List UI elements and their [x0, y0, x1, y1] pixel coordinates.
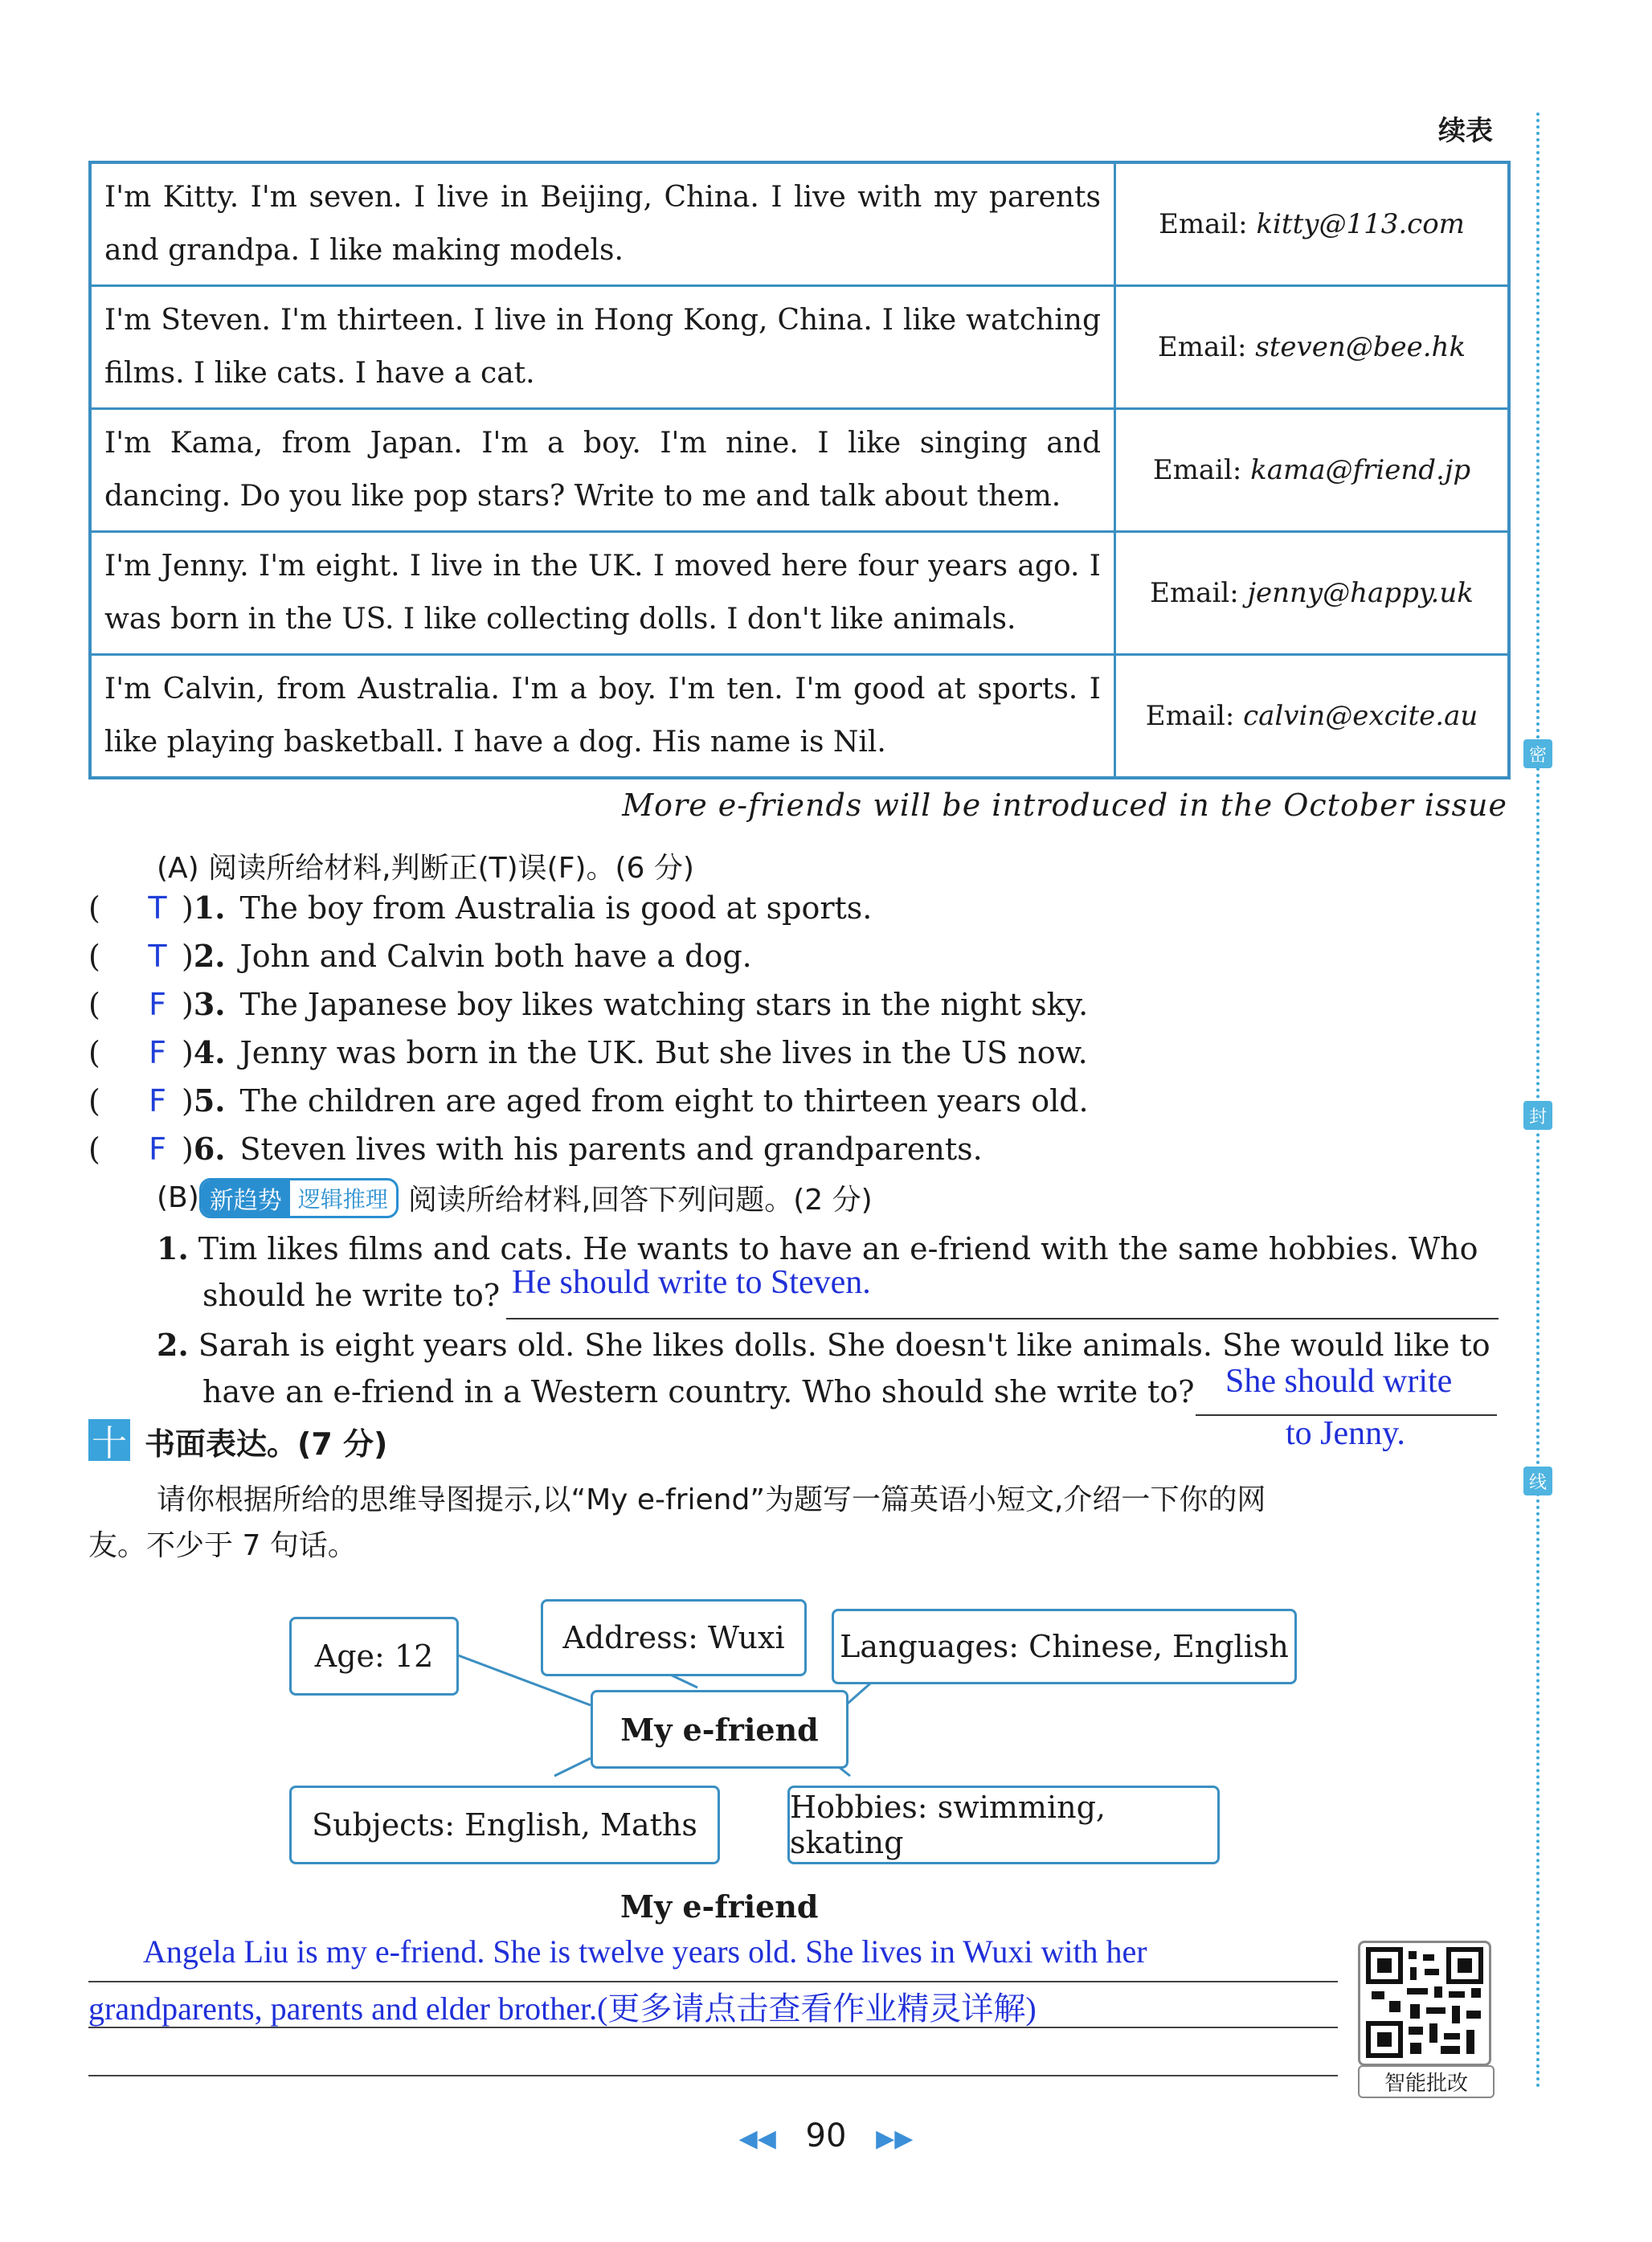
- mindmap-languages: Languages: Chinese, English: [832, 1609, 1297, 1684]
- question-b1-line2: should he write to?: [202, 1278, 501, 1313]
- page-number-bar: [0, 2117, 1652, 2154]
- efriend-description: I'm Jenny. I'm eight. I live in the UK. I moved here four years ago. I was born in the US. I like collecting dolls. I don't like animals.: [90, 532, 1115, 655]
- tf-question: ( F ) 6. Steven lives with his parents and grandparents.: [88, 1131, 983, 1167]
- binding-tag-feng: 封: [1523, 1101, 1552, 1130]
- efriend-description: I'm Calvin, from Australia. I'm a boy. I'm ten. I'm good at sports. I like playing basketball. I have a dog. His name is Nil.: [90, 655, 1115, 779]
- efriend-description: I'm Kitty. I'm seven. I live in Beijing, China. I live with my parents and grandpa. I like making models.: [90, 162, 1115, 286]
- email-label: Email:: [1152, 454, 1242, 486]
- tf-statement: The Japanese boy likes watching stars in the night sky.: [239, 986, 1089, 1022]
- answer-b2-part1[interactable]: She should write: [1225, 1363, 1453, 1400]
- efriend-description: I'm Steven. I'm thirteen. I live in Hong Kong, China. I like watching films. I like cats. I have a cat.: [90, 286, 1115, 409]
- tf-statement: The children are aged from eight to thirteen years old.: [239, 1082, 1089, 1119]
- tf-statement: John and Calvin both have a dog.: [239, 938, 752, 974]
- writing-instruction-1: 请你根据所给的思维导图提示,以“My e-friend”为题写一篇英语小短文,介绍一下你的网: [157, 1483, 1266, 1516]
- answer-b1[interactable]: He should write to Steven.: [512, 1264, 871, 1301]
- table-caption: More e-friends will be introduced in the October issue: [622, 788, 1507, 823]
- tf-question: ( T ) 1. The boy from Australia is good at sports.: [88, 890, 873, 926]
- tf-answer[interactable]: F: [149, 1082, 166, 1119]
- email-address: calvin@excite.au: [1243, 700, 1478, 732]
- essay-line-1[interactable]: Angela Liu is my e-friend. She is twelve years old. She lives in Wuxi with her: [143, 1933, 1147, 1970]
- essay-line-2[interactable]: grandparents, parents and elder brother.(更多请点击查看作业精灵详解): [88, 1990, 1037, 2027]
- tf-question: ( F ) 4. Jenny was born in the UK. But she lives in the US now.: [88, 1034, 1088, 1070]
- efriend-description: I'm Kama, from Japan. I'm a boy. I'm nine. I like singing and dancing. Do you like pop stars? Write to me and talk about them.: [90, 409, 1115, 532]
- tf-statement: The boy from Australia is good at sports.: [239, 890, 873, 926]
- tf-question: ( T ) 2. John and Calvin both have a dog.: [88, 938, 752, 974]
- writing-instruction-2: 友。不少于 7 句话。: [88, 1529, 357, 1562]
- email-address: kitty@113.com: [1256, 208, 1465, 240]
- page-number: 90: [805, 2117, 847, 2154]
- tf-statement: Steven lives with his parents and grandparents.: [239, 1131, 983, 1167]
- email-label: Email:: [1145, 700, 1235, 732]
- section-ten-icon: 十: [88, 1419, 130, 1461]
- tf-question: ( F ) 3. The Japanese boy likes watching stars in the night sky.: [88, 986, 1089, 1022]
- writing-line: [88, 2027, 1338, 2028]
- mindmap-center: My e-friend: [591, 1690, 848, 1769]
- part-a-title: (A) 阅读所给材料,判断正(T)误(F)。(6 分): [157, 852, 694, 885]
- email-label: Email:: [1159, 208, 1248, 240]
- tf-answer[interactable]: F: [149, 1131, 166, 1167]
- email-address: kama@friend.jp: [1250, 454, 1471, 486]
- tf-answer[interactable]: T: [148, 938, 167, 974]
- connector-subjects: [554, 1758, 591, 1776]
- writing-line: [88, 2075, 1338, 2076]
- qr-code-label: 智能批改: [1358, 2065, 1495, 2098]
- qr-code-icon[interactable]: [1358, 1941, 1491, 2066]
- continued-label: 续表: [1438, 115, 1493, 147]
- prev-page-icon[interactable]: ◀◀: [738, 2125, 776, 2153]
- next-page-icon[interactable]: ▶▶: [876, 2125, 914, 2153]
- answer-b2-part2[interactable]: to Jenny.: [1286, 1415, 1405, 1452]
- part-b-title: 阅读所给材料,回答下列问题。(2 分): [407, 1184, 873, 1217]
- essay-title: My e-friend: [620, 1888, 819, 1925]
- mindmap-age: Age: 12: [289, 1617, 459, 1696]
- question-b1: 1. Tim likes films and cats. He wants to have an e-friend with the same hobbies. Who: [157, 1230, 1478, 1266]
- tf-question: ( F ) 5. The children are aged from eight to thirteen years old.: [88, 1082, 1089, 1119]
- email-address: steven@bee.hk: [1255, 331, 1466, 363]
- email-address: jenny@happy.uk: [1247, 577, 1474, 609]
- writing-line: [88, 1981, 1338, 1982]
- writing-title: 书面表达。(7 分): [145, 1426, 388, 1462]
- tf-answer[interactable]: F: [149, 1034, 166, 1070]
- tf-answer[interactable]: T: [148, 890, 167, 926]
- binding-tag-mi: 密: [1523, 739, 1552, 768]
- question-b2: 2. Sarah is eight years old. She likes dolls. She doesn't like animals. She would like to: [157, 1327, 1490, 1363]
- binding-tag-xian: 线: [1523, 1467, 1552, 1495]
- mindmap-address: Address: Wuxi: [541, 1599, 807, 1676]
- email-label: Email:: [1150, 577, 1239, 609]
- mindmap-subjects: Subjects: English, Maths: [289, 1786, 720, 1864]
- part-b-label: (B): [157, 1181, 199, 1214]
- email-label: Email:: [1157, 331, 1247, 363]
- mindmap-hobbies: Hobbies: swimming, skating: [787, 1786, 1220, 1864]
- question-b2-line2: have an e-friend in a Western country. Who should she write to?: [202, 1374, 1195, 1409]
- tf-statement: Jenny was born in the UK. But she lives in the US now.: [239, 1034, 1088, 1070]
- trend-badge: 新趋势 逻辑推理: [199, 1178, 399, 1218]
- tf-answer[interactable]: F: [149, 986, 166, 1022]
